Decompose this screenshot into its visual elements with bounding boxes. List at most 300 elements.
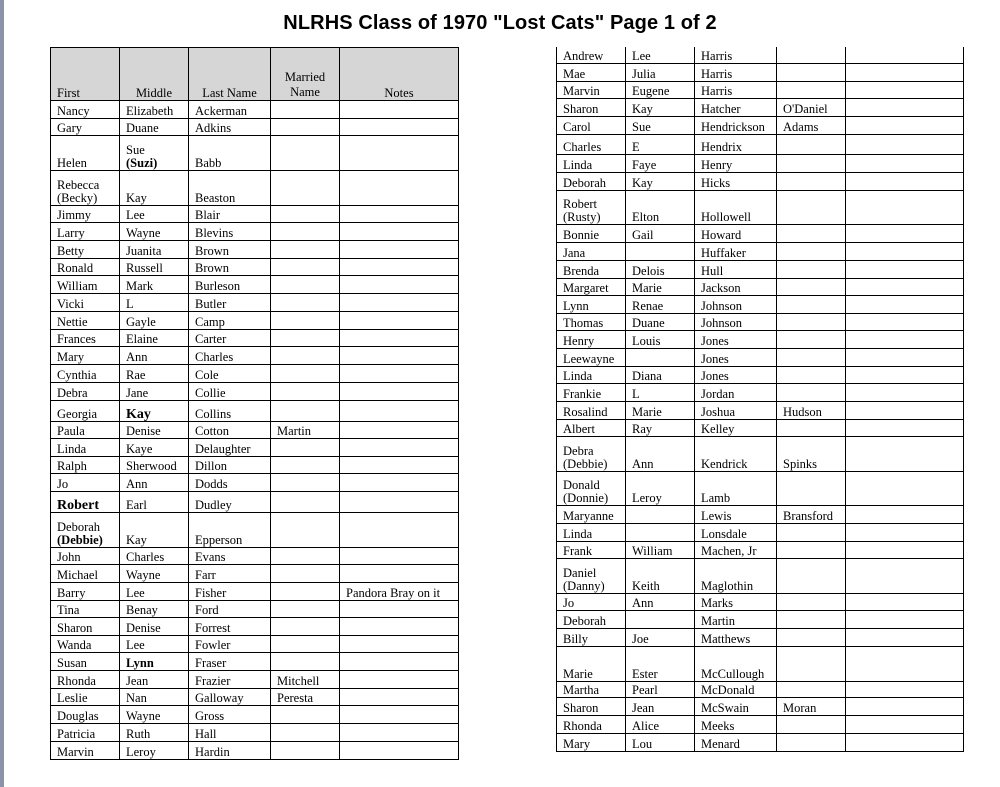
cell-text: Jones	[701, 368, 729, 383]
cell-middle	[120, 241, 189, 259]
cell-text: L	[632, 386, 640, 401]
cell-text: Leroy	[126, 745, 156, 759]
cell-text: Rhonda	[57, 674, 96, 688]
table-row	[51, 689, 459, 706]
cell-first	[51, 706, 120, 724]
cell-notes	[846, 610, 964, 628]
cell-notes	[846, 81, 964, 98]
cell-notes	[340, 457, 459, 474]
cell-text: Mary	[563, 736, 591, 751]
cell-text: Rebecca	[57, 178, 100, 192]
cell-text: Farr	[195, 568, 216, 582]
cell-middle	[626, 98, 695, 116]
table-row	[557, 330, 964, 348]
cell-last	[695, 242, 777, 260]
cell-text: Ann	[126, 350, 148, 364]
cell-last	[695, 154, 777, 172]
cell-married	[777, 628, 846, 646]
cell-text: Ann	[632, 456, 654, 471]
cell-text: Lamb	[701, 490, 731, 505]
cell-last	[189, 513, 271, 548]
cell-first	[51, 294, 120, 312]
cell-text: Mary	[57, 350, 85, 364]
table-row	[51, 401, 459, 422]
cell-last	[695, 383, 777, 401]
cell-married	[271, 742, 340, 760]
cell-married	[777, 436, 846, 471]
cell-text: Russell	[126, 261, 163, 275]
table-row	[557, 134, 964, 154]
cell-last	[189, 422, 271, 439]
cell-text: Rosalind	[563, 404, 608, 419]
cell-text: Cotton	[195, 424, 230, 438]
cell-text: Marvin	[563, 83, 600, 98]
cell-last	[189, 583, 271, 601]
cell-middle	[120, 383, 189, 401]
cell-notes	[846, 260, 964, 278]
cell-text: Lou	[632, 736, 653, 751]
cell-notes	[340, 347, 459, 365]
cell-first	[51, 636, 120, 653]
cell-text: Hull	[701, 263, 724, 278]
table-row	[557, 401, 964, 419]
table-row	[51, 706, 459, 724]
table-row	[557, 558, 964, 593]
cell-notes	[340, 171, 459, 206]
cell-notes	[846, 628, 964, 646]
cell-notes	[340, 101, 459, 119]
cell-middle	[120, 457, 189, 474]
cell-text: Nan	[126, 691, 147, 705]
table-row	[557, 260, 964, 278]
table-row	[557, 116, 964, 134]
cell-text: Johnson	[701, 315, 742, 330]
cell-last	[189, 671, 271, 689]
cell-text: Kay	[126, 191, 147, 205]
cell-middle	[626, 610, 695, 628]
cell-last	[189, 724, 271, 742]
cell-text: Duane	[632, 315, 665, 330]
cell-first	[51, 671, 120, 689]
header-row	[51, 48, 459, 101]
cell-notes	[846, 190, 964, 224]
cell-text: Bransford	[783, 508, 833, 523]
cell-text: Linda	[563, 368, 593, 383]
cell-married	[777, 81, 846, 98]
table-row	[557, 63, 964, 81]
cell-text: Lynn	[563, 298, 589, 313]
cell-text: Denise	[126, 424, 161, 438]
cell-married	[777, 646, 846, 681]
table-row	[557, 295, 964, 313]
cell-text: Leslie	[57, 691, 88, 705]
table-row	[557, 172, 964, 190]
cell-last	[695, 98, 777, 116]
cell-text: Juanita	[126, 244, 162, 258]
cell-first	[557, 47, 626, 63]
cell-text: Elizabeth	[126, 104, 174, 118]
cell-text: Machen, Jr	[701, 543, 757, 558]
cell-text: Ackerman	[195, 104, 248, 118]
cell-text: (Debbie)	[57, 533, 103, 547]
cell-first	[557, 260, 626, 278]
table-row	[557, 436, 964, 471]
cell-text: Bonnie	[563, 227, 600, 242]
cell-first	[557, 523, 626, 541]
cell-notes	[846, 134, 964, 154]
cell-last	[189, 618, 271, 636]
cell-notes	[846, 224, 964, 242]
cell-text: Burleson	[195, 279, 241, 293]
cell-married	[777, 190, 846, 224]
cell-first	[51, 653, 120, 671]
cell-last	[695, 401, 777, 419]
cell-last	[189, 241, 271, 259]
cell-middle	[626, 295, 695, 313]
cell-notes	[846, 278, 964, 295]
cell-text: Faye	[632, 157, 657, 172]
header-married-name: Married Name	[271, 48, 340, 101]
cell-text: Harris	[701, 66, 733, 81]
cell-notes	[846, 697, 964, 715]
cell-first	[51, 724, 120, 742]
cell-last	[695, 715, 777, 733]
cell-middle	[626, 278, 695, 295]
cell-first	[557, 242, 626, 260]
table-row	[557, 523, 964, 541]
cell-last	[695, 610, 777, 628]
cell-middle	[120, 347, 189, 365]
cell-middle	[120, 422, 189, 439]
cell-notes	[846, 505, 964, 523]
cell-last	[695, 295, 777, 313]
cell-married	[777, 523, 846, 541]
cell-notes	[340, 401, 459, 422]
table-row	[51, 365, 459, 383]
cell-text: (Rusty)	[563, 209, 601, 224]
cell-last	[695, 278, 777, 295]
cell-middle	[626, 436, 695, 471]
cell-married	[777, 383, 846, 401]
cell-middle	[626, 81, 695, 98]
cell-middle	[120, 636, 189, 653]
cell-text: Michael	[57, 568, 98, 582]
cell-last	[189, 223, 271, 241]
cell-text: Sue	[126, 143, 145, 157]
cell-married	[271, 223, 340, 241]
table-row	[557, 733, 964, 751]
cell-married	[777, 242, 846, 260]
cell-text: Nancy	[57, 104, 90, 118]
cell-notes	[846, 733, 964, 751]
cell-married	[271, 439, 340, 457]
cell-text: Brenda	[563, 263, 600, 278]
cell-text: Fraser	[195, 656, 227, 670]
cell-last	[189, 548, 271, 565]
cell-text: Frazier	[195, 674, 231, 688]
cell-notes	[340, 136, 459, 171]
cell-first	[557, 558, 626, 593]
cell-notes	[340, 706, 459, 724]
cell-married	[271, 601, 340, 618]
cell-last	[695, 260, 777, 278]
table-row	[51, 513, 459, 548]
cell-married	[777, 471, 846, 505]
cell-middle	[120, 565, 189, 583]
cell-text: Collins	[195, 407, 232, 421]
cell-notes	[846, 295, 964, 313]
cell-text: McDonald	[701, 682, 755, 697]
cell-text: William	[632, 543, 673, 558]
cell-text: Hatcher	[701, 101, 741, 116]
cell-text: Jordan	[701, 386, 735, 401]
cell-text: Eugene	[632, 83, 670, 98]
cell-text: Ann	[126, 477, 148, 491]
cell-middle	[120, 724, 189, 742]
cell-married	[271, 548, 340, 565]
cell-last	[695, 593, 777, 610]
cell-married	[777, 134, 846, 154]
cell-text: Lee	[126, 638, 145, 652]
cell-notes	[846, 63, 964, 81]
table-row	[51, 548, 459, 565]
cell-married	[777, 401, 846, 419]
table-row	[51, 347, 459, 365]
cell-married	[777, 330, 846, 348]
table-row	[557, 505, 964, 523]
cell-married	[271, 347, 340, 365]
cell-married	[271, 401, 340, 422]
cell-middle	[626, 697, 695, 715]
cell-text: Jones	[701, 333, 729, 348]
cell-middle	[120, 330, 189, 347]
table-row	[51, 636, 459, 653]
cell-notes	[340, 223, 459, 241]
cell-middle	[626, 628, 695, 646]
cell-notes	[846, 242, 964, 260]
cell-middle	[626, 558, 695, 593]
table-row	[557, 419, 964, 436]
cell-first	[51, 565, 120, 583]
cell-last	[189, 565, 271, 583]
cell-middle	[120, 548, 189, 565]
cell-notes	[340, 474, 459, 492]
cell-last	[189, 101, 271, 119]
cell-married	[271, 583, 340, 601]
cell-text: Dillon	[195, 459, 227, 473]
cell-text: Sharon	[563, 101, 599, 116]
cell-text: Johnson	[701, 298, 742, 313]
cell-first	[557, 733, 626, 751]
cell-last	[695, 419, 777, 436]
cell-notes	[340, 119, 459, 136]
cell-middle	[120, 312, 189, 330]
cell-first	[51, 474, 120, 492]
cell-first	[51, 383, 120, 401]
cell-text: Benay	[126, 603, 158, 617]
cell-last	[695, 523, 777, 541]
cell-middle	[626, 471, 695, 505]
cell-middle	[626, 715, 695, 733]
cell-last	[189, 474, 271, 492]
table-row	[557, 471, 964, 505]
cell-first	[557, 681, 626, 697]
cell-text: Kay	[126, 407, 151, 422]
table-row	[557, 98, 964, 116]
cell-last	[695, 224, 777, 242]
table-row	[557, 242, 964, 260]
cell-last	[189, 312, 271, 330]
cell-text: Elton	[632, 209, 660, 224]
cell-text: Helen	[57, 156, 87, 170]
cell-first	[51, 365, 120, 383]
cell-text: Jo	[563, 595, 575, 610]
cell-middle	[626, 47, 695, 63]
cell-middle	[626, 116, 695, 134]
cell-text: Epperson	[195, 533, 243, 547]
cell-middle	[120, 689, 189, 706]
cell-married	[271, 689, 340, 706]
table-row	[557, 81, 964, 98]
table-row	[51, 671, 459, 689]
table-row	[557, 366, 964, 383]
cell-notes	[340, 439, 459, 457]
cell-notes	[340, 583, 459, 601]
table-row	[51, 171, 459, 206]
cell-first	[557, 593, 626, 610]
cell-text: Delois	[632, 263, 665, 278]
cell-married	[777, 260, 846, 278]
cell-middle	[626, 366, 695, 383]
cell-notes	[846, 98, 964, 116]
cell-last	[695, 172, 777, 190]
cell-first	[51, 101, 120, 119]
cell-text: Martin	[701, 613, 736, 628]
cell-text: Mitchell	[277, 674, 320, 688]
cell-text: Lee	[126, 586, 145, 600]
cell-middle	[120, 671, 189, 689]
cell-last	[189, 742, 271, 760]
cell-text: Spinks	[783, 456, 818, 471]
cell-text: Dudley	[195, 498, 232, 512]
cell-last	[695, 116, 777, 134]
cell-married	[271, 312, 340, 330]
cell-text: William	[57, 279, 98, 293]
cell-notes	[340, 565, 459, 583]
cell-notes	[846, 471, 964, 505]
cell-text: Deborah	[563, 175, 607, 190]
cell-text: Babb	[195, 156, 222, 170]
cell-married	[777, 98, 846, 116]
cell-last	[695, 646, 777, 681]
cell-text: Huffaker	[701, 245, 746, 260]
page-left-edge	[0, 0, 4, 787]
cell-text: Kay	[632, 101, 653, 116]
cell-last	[695, 628, 777, 646]
cell-married	[777, 278, 846, 295]
cell-text: Denise	[126, 621, 161, 635]
cell-married	[777, 541, 846, 558]
cell-married	[777, 733, 846, 751]
cell-married	[271, 618, 340, 636]
cell-first	[557, 63, 626, 81]
cell-text: Keith	[632, 578, 660, 593]
cell-last	[189, 294, 271, 312]
cell-last	[695, 348, 777, 366]
cell-married	[271, 492, 340, 513]
cell-middle	[626, 541, 695, 558]
cell-middle	[120, 223, 189, 241]
cell-married	[271, 513, 340, 548]
cell-text: Marks	[701, 595, 733, 610]
cell-notes	[846, 681, 964, 697]
cell-text: Gross	[195, 709, 225, 723]
cell-first	[557, 401, 626, 419]
cell-text: Lonsdale	[701, 526, 747, 541]
cell-first	[557, 436, 626, 471]
cell-married	[271, 330, 340, 347]
cell-notes	[846, 116, 964, 134]
cell-text: Deborah	[563, 613, 607, 628]
cell-married	[777, 116, 846, 134]
cell-married	[271, 671, 340, 689]
cell-text: Jimmy	[57, 208, 92, 222]
cell-first	[557, 348, 626, 366]
cell-notes	[846, 330, 964, 348]
cell-text: Paula	[57, 424, 85, 438]
cell-last	[189, 206, 271, 223]
cell-last	[695, 733, 777, 751]
cell-notes	[340, 548, 459, 565]
cell-text: Jo	[57, 477, 69, 491]
cell-last	[695, 63, 777, 81]
cell-first	[51, 171, 120, 206]
cell-text: Sherwood	[126, 459, 177, 473]
cell-text: Charles	[126, 550, 165, 564]
cell-text: Joshua	[701, 404, 736, 419]
cell-text: Carter	[195, 332, 227, 346]
cell-middle	[120, 492, 189, 513]
table-row	[51, 312, 459, 330]
roster-table-left	[50, 47, 459, 760]
cell-middle	[120, 601, 189, 618]
cell-first	[51, 601, 120, 618]
cell-notes	[846, 419, 964, 436]
cell-middle	[120, 206, 189, 223]
cell-notes	[846, 172, 964, 190]
cell-text: Jones	[701, 351, 729, 366]
cell-text: Evans	[195, 550, 226, 564]
cell-married	[777, 593, 846, 610]
cell-last	[189, 689, 271, 706]
table-row	[51, 565, 459, 583]
table-row	[557, 541, 964, 558]
cell-middle	[626, 242, 695, 260]
cell-text: Jean	[126, 674, 149, 688]
table-row	[51, 241, 459, 259]
cell-notes	[340, 601, 459, 618]
cell-text: Henry	[701, 157, 733, 172]
cell-text: Galloway	[195, 691, 244, 705]
cell-last	[189, 136, 271, 171]
cell-text: Marie	[563, 666, 593, 681]
cell-first	[557, 366, 626, 383]
cell-first	[557, 471, 626, 505]
cell-text: Cole	[195, 368, 219, 382]
table-row	[557, 715, 964, 733]
cell-married	[777, 348, 846, 366]
cell-notes	[340, 618, 459, 636]
